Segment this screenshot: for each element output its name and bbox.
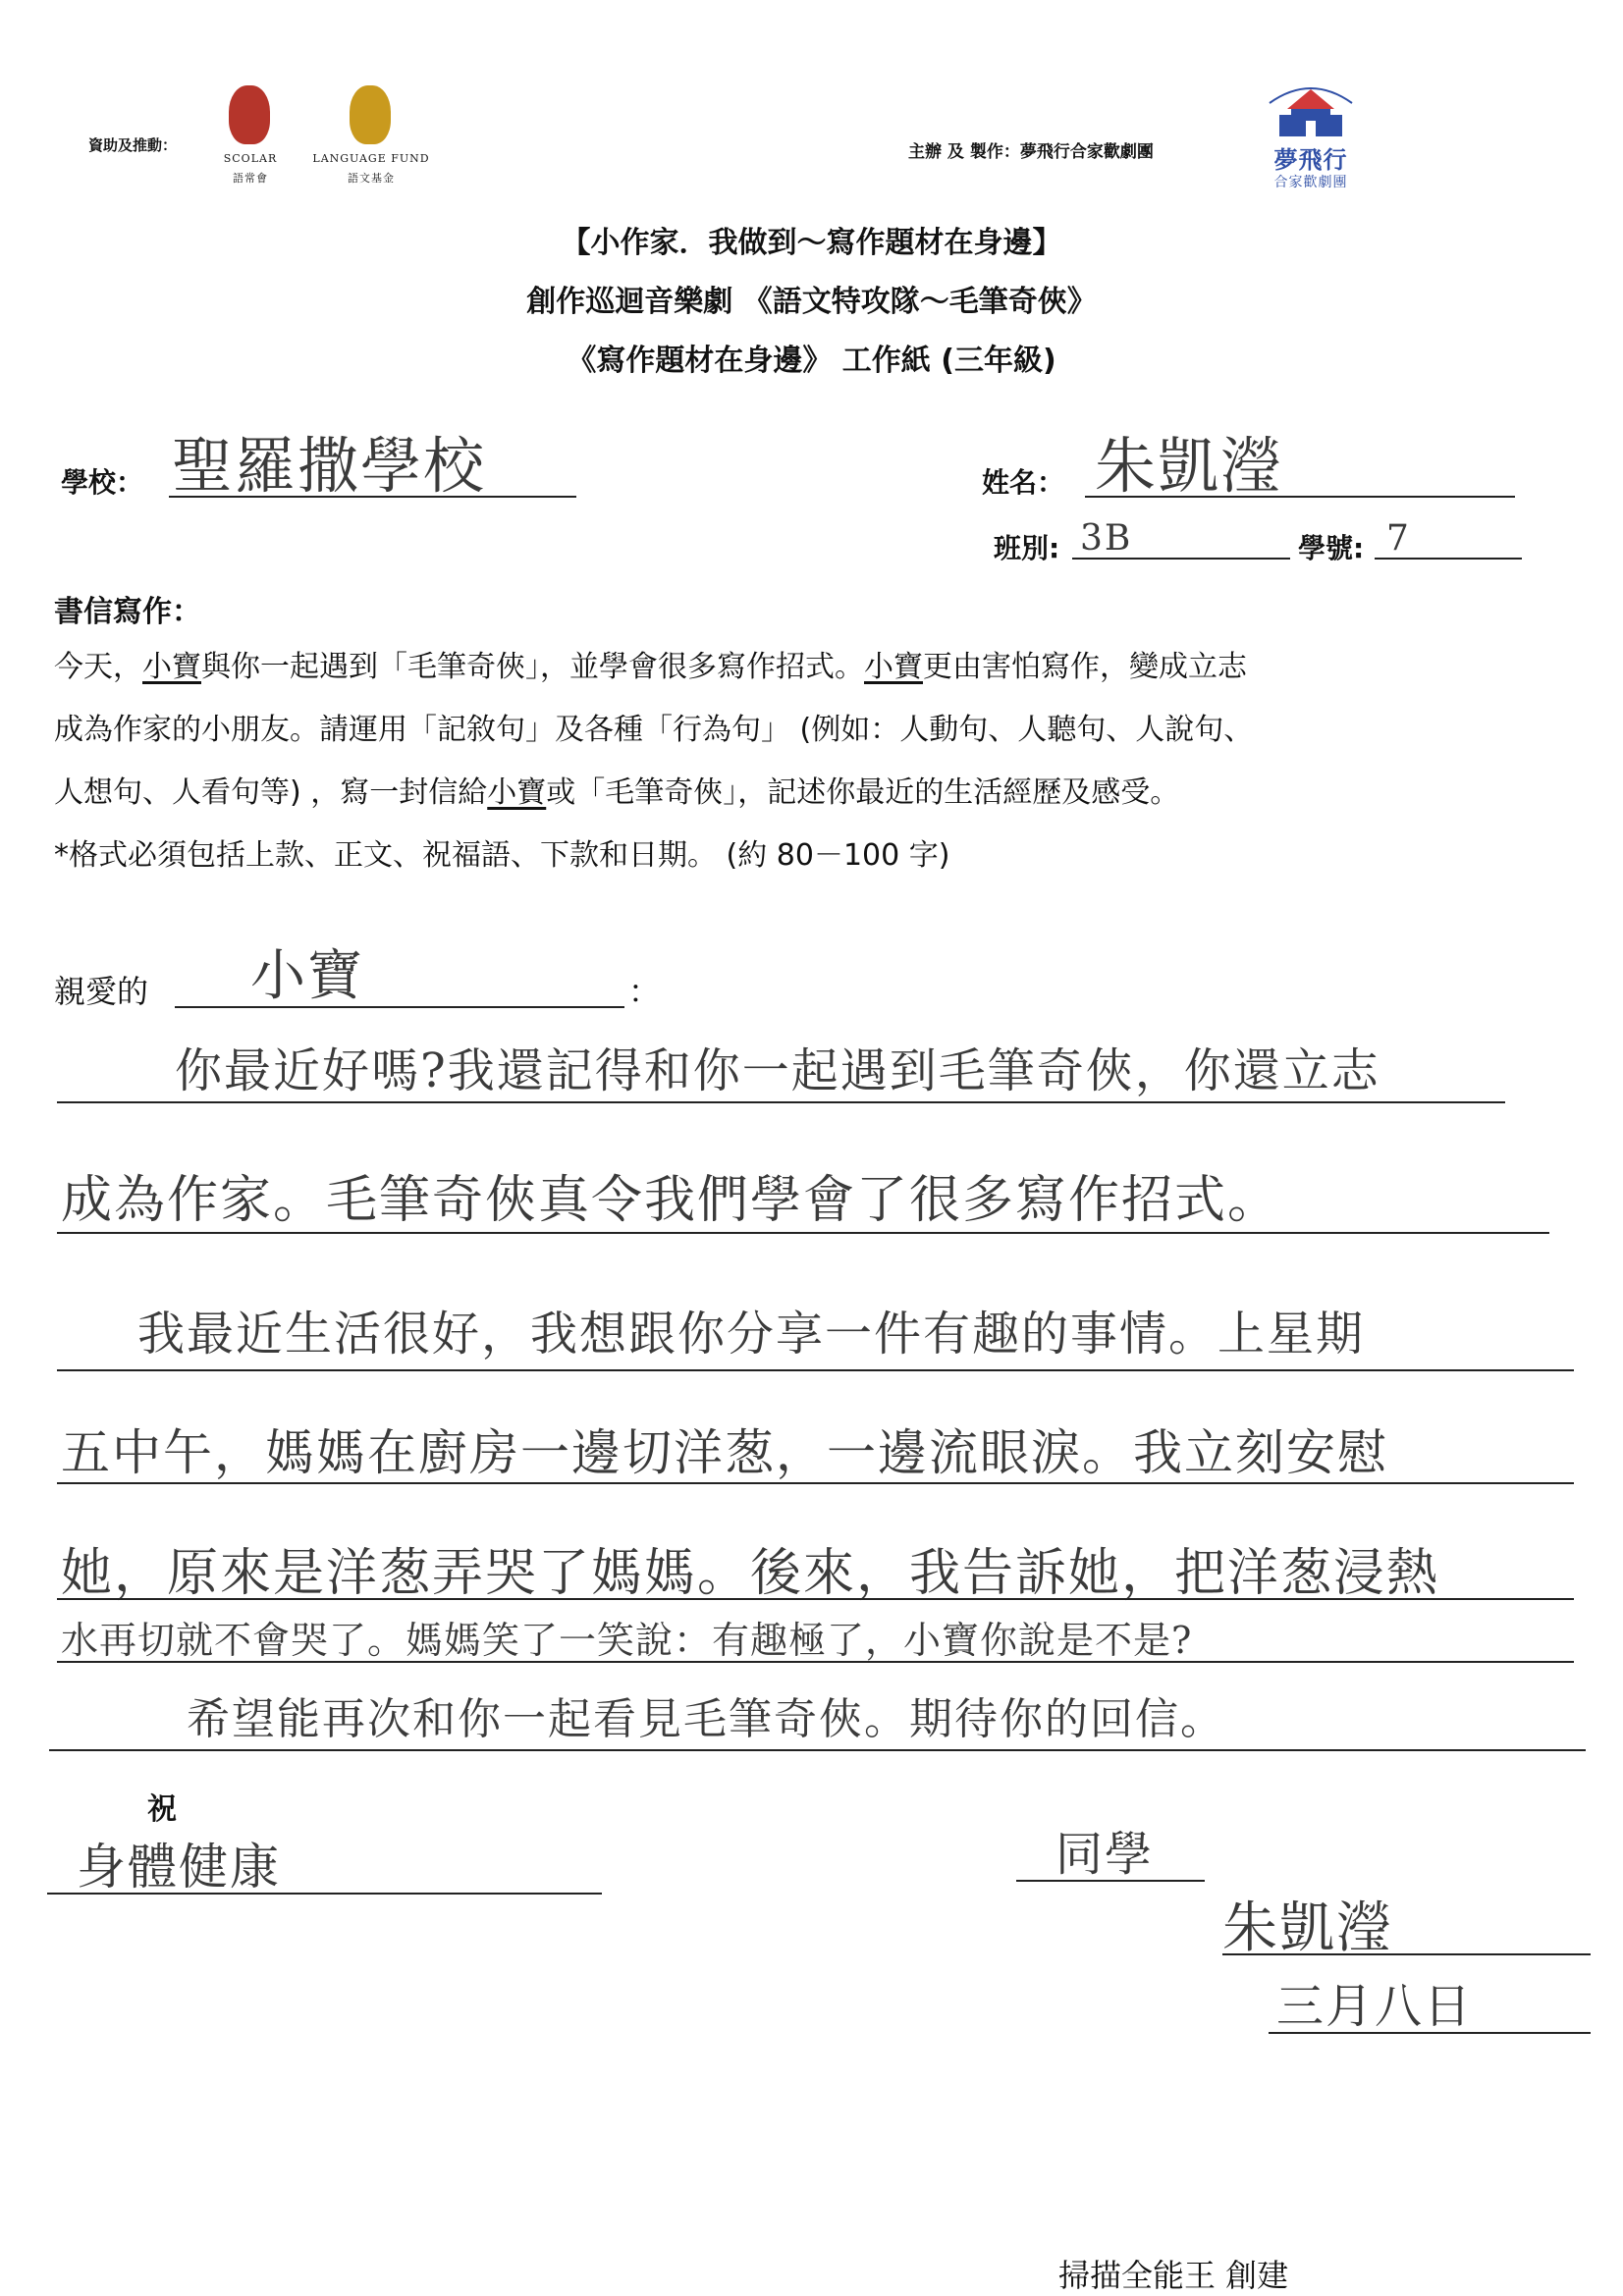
language-fund-caption-zh: 語文基金 — [348, 172, 395, 185]
letter-body-line-3: 我最近生活很好，我想跟你分享一件有趣的事情。上星期 — [137, 1307, 1366, 1362]
blessing-label: 祝 — [147, 1792, 177, 1827]
ruled-line-5 — [57, 1598, 1574, 1600]
relation-underline — [1016, 1880, 1205, 1882]
title-line-2: 創作巡迴音樂劇 《語文特攻隊～毛筆奇俠》 — [526, 285, 1097, 319]
number-value: 7 — [1386, 518, 1411, 559]
school-underline — [169, 496, 576, 498]
task-line-4 — [54, 825, 1586, 887]
name-label: 姓名： — [982, 466, 1065, 499]
title-line-3: 《寫作題材在身邊》 工作紙 (三年級) — [567, 344, 1056, 378]
blessing-underline — [47, 1893, 602, 1895]
ruled-line-4 — [57, 1482, 1574, 1484]
castle-icon — [1262, 74, 1360, 142]
task-instructions — [54, 636, 1586, 887]
sponsor-label: 資助及推動： — [88, 136, 178, 154]
troupe-logo-sub: 合家歡劇團 — [1273, 175, 1348, 190]
letter-body-line-1: 你最近好嗎?我還記得和你一起遇到毛筆奇俠，你還立志 — [175, 1043, 1380, 1098]
troupe-logo-text: 夢飛行 — [1273, 146, 1348, 174]
school-value: 聖羅撒學校 — [172, 430, 487, 502]
class-underline — [1072, 558, 1290, 560]
task-text: *格式必須包括上款、正文、祝福語、下款和日期。 (約 80－100 字) — [54, 838, 950, 873]
number-label: 學號: — [1298, 532, 1365, 564]
letter-body-line-6: 水再切就不會哭了。媽媽笑了一笑說：有趣極了，小寶你說是不是? — [61, 1619, 1193, 1662]
task-text: 成為作家的小朋友。請運用「記敘句」及各種「行為句」 (例如：人動句、人聽句、人說句、 — [54, 713, 1254, 747]
ruled-line-2 — [57, 1232, 1549, 1234]
task-line-3 — [54, 762, 1586, 825]
letter-body-line-7: 希望能再次和你一起看見毛筆奇俠。期待你的回信。 — [187, 1694, 1225, 1744]
letter-body-line-5: 她，原來是洋葱弄哭了媽媽。後來，我告訴她，把洋葱浸熱 — [61, 1544, 1440, 1603]
task-heading: 書信寫作： — [54, 595, 201, 629]
ruled-line-6 — [57, 1661, 1574, 1663]
letter-body-line-2: 成為作家。毛筆奇俠真令我們學會了很多寫作招式。 — [61, 1171, 1281, 1230]
number-underline — [1375, 558, 1522, 560]
producer-label: 主辦 及 製作：夢飛行合家歡劇團 — [908, 142, 1154, 162]
task-text: 或「毛筆奇俠」，記述你最近的生活經歷及感受。 — [546, 775, 1180, 810]
task-underlined-name: 小寶 — [142, 650, 201, 684]
scolar-logo-mark — [229, 85, 270, 144]
task-line-2 — [54, 699, 1586, 762]
task-text: 更由害怕寫作，變成立志 — [923, 650, 1247, 684]
scolar-caption-en: SCOLAR — [223, 152, 278, 165]
task-line-1 — [54, 636, 1586, 699]
task-text: 人想句、人看句等) ，寫一封信給 — [54, 775, 488, 810]
school-label: 學校： — [61, 466, 144, 499]
salutation-name: 小寶 — [250, 944, 364, 1008]
ruled-line-7 — [49, 1749, 1586, 1751]
name-value: 朱凱瀅 — [1095, 430, 1284, 502]
class-value: 3B — [1080, 518, 1133, 559]
troupe-logo — [1262, 74, 1360, 201]
letter-body-line-4: 五中午，媽媽在廚房一邊切洋葱，一邊流眼淚。我立刻安慰 — [61, 1424, 1388, 1481]
scolar-logo — [211, 83, 290, 201]
task-text: 與你一起遇到「毛筆奇俠」，並學會很多寫作招式。 — [201, 650, 864, 684]
name-underline — [1085, 496, 1515, 498]
date-underline — [1269, 2032, 1591, 2034]
ruled-line-1 — [57, 1101, 1505, 1103]
language-fund-logo — [302, 83, 440, 201]
task-underlined-name: 小寶 — [487, 775, 547, 810]
task-underlined-name: 小寶 — [864, 650, 923, 684]
scanner-watermark: 掃描全能王 創建 — [1058, 2257, 1289, 2294]
title-line-1: 【小作家．我做到～寫作題材在身邊】 — [561, 226, 1062, 260]
ruled-line-3 — [57, 1369, 1574, 1371]
salutation-prefix: 親愛的 — [54, 973, 149, 1010]
scolar-caption-zh: 語常會 — [233, 172, 268, 185]
salutation-colon: ： — [628, 973, 661, 1010]
language-fund-caption-en: LANGUAGE FUND — [312, 152, 430, 165]
relation-text: 同學 — [1055, 1827, 1155, 1882]
blessing-text: 身體健康 — [77, 1839, 281, 1896]
class-label: 班別: — [994, 532, 1060, 564]
salutation-underline — [175, 1006, 624, 1008]
task-text: 今天， — [54, 650, 142, 684]
date-text: 三月八日 — [1276, 1979, 1474, 2034]
language-fund-logo-mark — [350, 85, 391, 144]
signature-text: 朱凱瀅 — [1222, 1896, 1393, 1960]
signature-underline — [1222, 1953, 1591, 1955]
